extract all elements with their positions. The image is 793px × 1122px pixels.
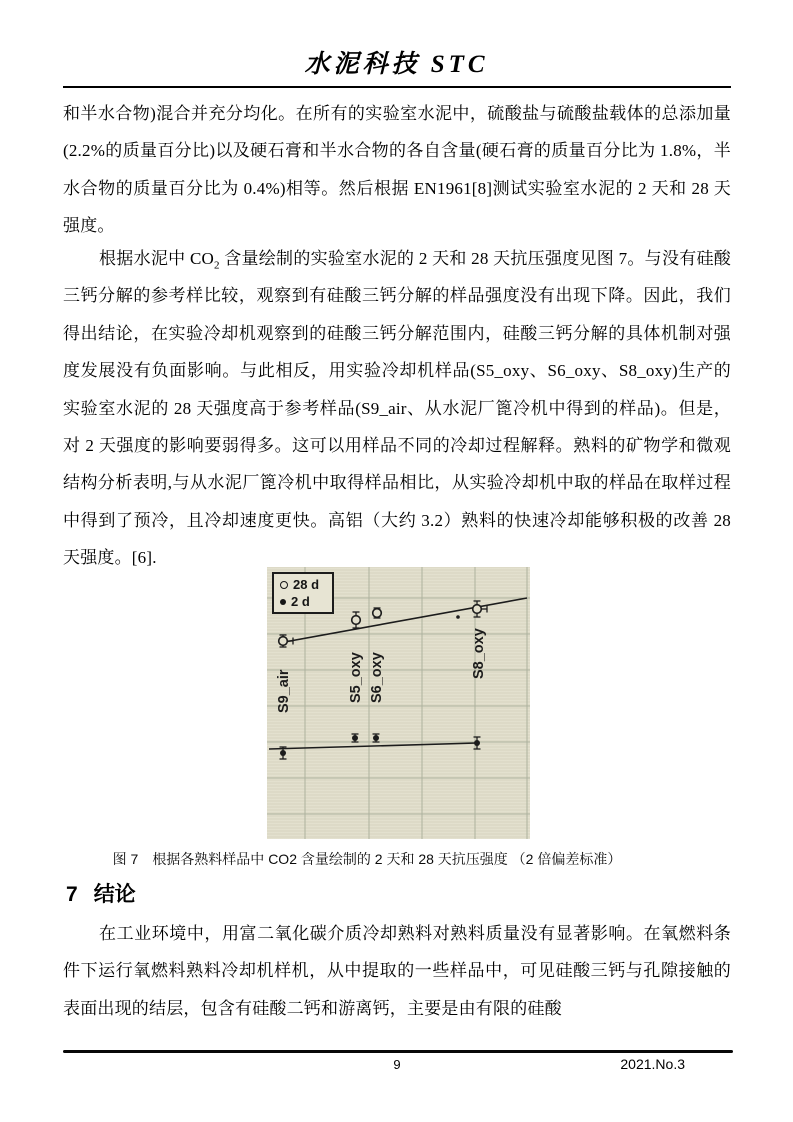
figure-caption-label: 图 7 — [112, 851, 139, 867]
paragraph-sulfate-mix: 和半水合物)混合并充分均化。在所有的实验室水泥中，硫酸盐与硫酸盐载体的总添加量(2.2%的质量百分比)以及硬石膏和半水合物的各自含量(硬石膏的质量百分比为 1.8%，半水合物的质量百分比为 0.4%)相等。然后根据 EN1961[8]测试实验室水泥的 2 天和 28 天强度。 — [63, 104, 731, 236]
paragraph-conclusion: 在工业环境中，用富二氧化碳介质冷却熟料对熟料质量没有显著影响。在氧燃料条件下运行氧燃料熟料冷却机样机，从中提取的一些样品中，可见硅酸三钙与孔隙接触的表面出现的结层，包含有硅酸二钙和游离钙，主要是由有限的硅酸 — [63, 924, 731, 1018]
data-point-2d — [280, 750, 286, 756]
paragraph-strength-text-a: 根据水泥中 CO — [99, 249, 214, 268]
data-point-2d — [352, 735, 358, 741]
paragraph-strength-text-b: 含量绘制的实验室水泥的 2 天和 28 天抗压强度见图 7。与没有硅酸三钙分解的参考样比较，观察到有硅酸三钙分解的样品强度没有出现下降。因此，我们得出结论，在实验冷却机观察到的硅酸三钙分解范围内，硅酸三钙分解的具体机制对强度发展没有负面影响。与此相反，用实验冷却机样品(S5_oxy、S6_oxy、S8_oxy)生产的实验室水泥的 28 天强度高于参考样品(S9_air、从水泥厂篦冷机中得到的样品)。但是，对 2 天强度的影响要弱得多。这可以用样品不同的冷却过程解释。熟料的矿物学和微观结构分析表明,与从水泥厂篦冷机中取得样品相比，从实验冷却机中取的样品在取样过程中得到了预冷，且冷却速度更快。高铝（大约 3.2）熟料的快速冷却能够积极的改善 28 天强度。[6]. — [63, 249, 732, 568]
category-label-S5_oxy: S5_oxy — [348, 652, 364, 703]
category-label-S8_oxy: S8_oxy — [471, 628, 487, 679]
section-title: 结论 — [93, 883, 136, 906]
figure-caption — [33, 849, 701, 869]
footer-rule — [63, 1050, 733, 1053]
trend-line-2d — [269, 743, 477, 749]
filled-dot-marker-icon — [280, 599, 286, 605]
open-circle-marker-icon — [280, 581, 288, 589]
legend-item — [280, 576, 330, 593]
category-label-S6_oxy: S6_oxy — [369, 652, 385, 703]
data-point-28d — [352, 616, 361, 625]
figure-legend — [272, 572, 334, 614]
data-point-28d — [473, 605, 482, 614]
page-number: 9 — [393, 1057, 401, 1072]
header-rule — [63, 86, 731, 88]
journal-title: 水泥科技 STC — [304, 51, 489, 78]
co2-subscript: 2 — [213, 259, 220, 272]
legend-item — [280, 593, 330, 610]
section-heading-conclusion — [66, 878, 136, 908]
figure-7-plot — [267, 567, 530, 839]
data-point-2d — [474, 740, 480, 746]
data-point-28d — [279, 637, 288, 646]
data-point-28d — [373, 609, 382, 618]
issue-number: 2021.No.3 — [620, 1056, 685, 1072]
category-label-S9_air: S9_air — [276, 669, 292, 713]
figure-caption-text: 根据各熟料样品中 CO2 含量绘制的 2 天和 28 天抗压强度 （2 倍偏差标准） — [152, 851, 622, 867]
section-number: 7 — [66, 883, 78, 906]
legend-label: 2 d — [291, 594, 310, 609]
stray-dot — [456, 615, 460, 619]
data-point-2d — [373, 735, 379, 741]
legend-label: 28 d — [293, 577, 320, 592]
paragraph-strength-results — [63, 240, 731, 577]
